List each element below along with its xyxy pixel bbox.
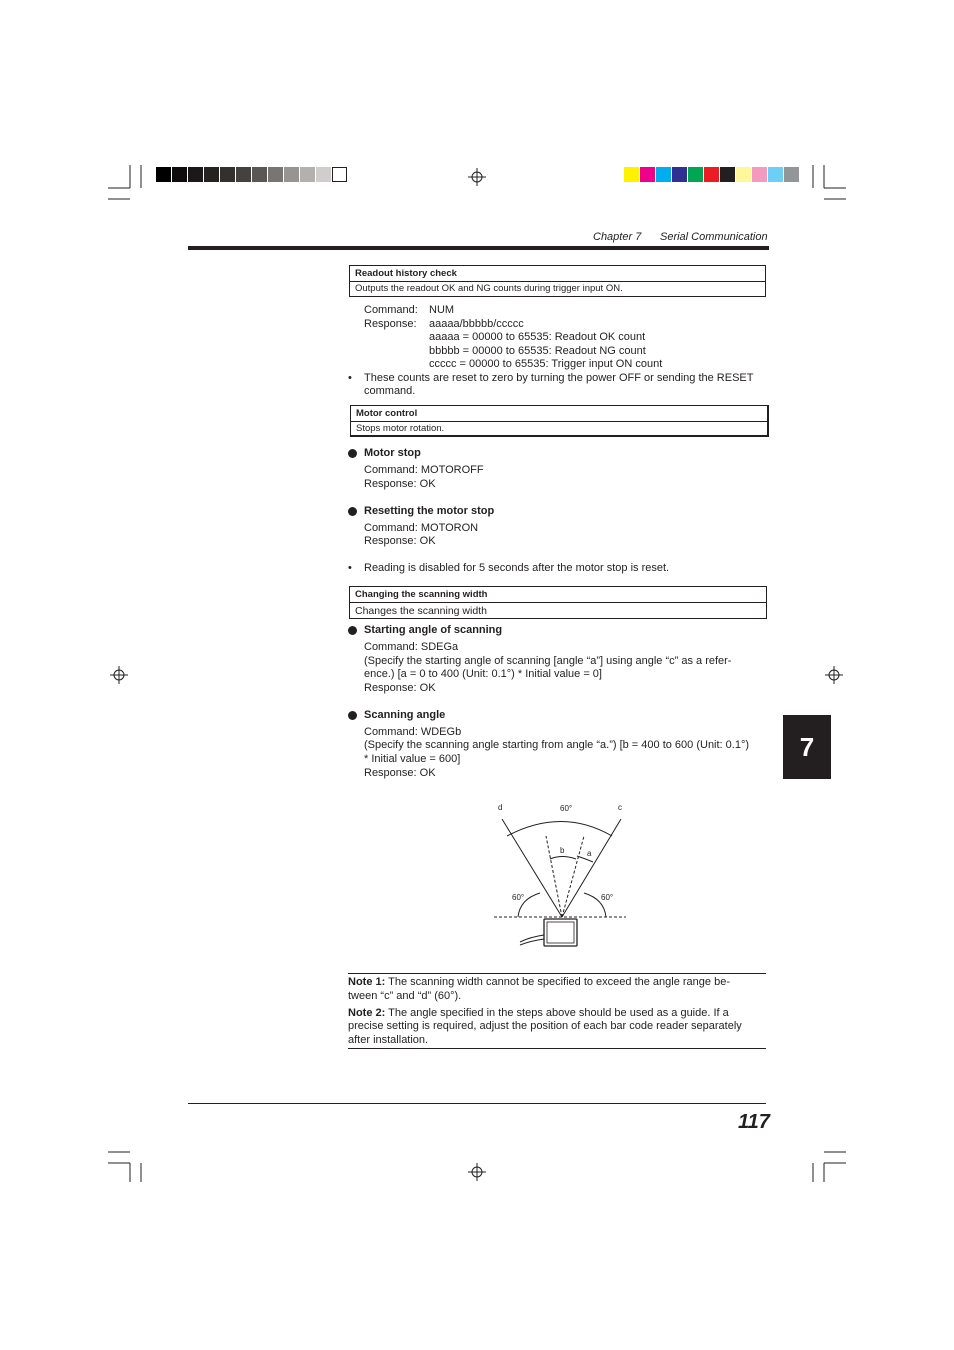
note1-line1: The scanning width cannot be specified to exceed the angle range be- <box>388 976 730 988</box>
arc-60-top <box>507 822 612 837</box>
diagram-label-b: b <box>560 846 565 855</box>
note2-line1: The angle specified in the steps above should be used as a guide. If a <box>388 1007 729 1019</box>
gray-swatch <box>204 167 219 182</box>
notes-bottom-rule <box>348 1048 766 1049</box>
readout-response-value: aaaaa/bbbbb/ccccc <box>429 318 524 330</box>
note2-line2: precise setting is required, adjust the position of each bar code reader separately <box>348 1020 742 1032</box>
color-swatch <box>720 167 735 182</box>
gray-swatch <box>332 167 347 182</box>
readout-box-title: Readout history check <box>350 266 765 282</box>
reader-body <box>544 919 577 946</box>
color-swatch <box>736 167 751 182</box>
gray-swatch <box>268 167 283 182</box>
start-angle-line2: ence.) [a = 0 to 400 (Unit: 0.1°) * Initial value = 0] <box>364 668 602 680</box>
motor-stop-response: Response: OK <box>364 478 436 490</box>
scan-box-desc: Changes the scanning width <box>355 605 487 617</box>
start-angle-line1: (Specify the starting angle of scanning [angle “a”] using angle “c” as a refer- <box>364 655 732 667</box>
scan-angle-line2: * Initial value = 600] <box>364 753 461 765</box>
readout-response-label: Response: <box>364 318 417 330</box>
color-swatch <box>688 167 703 182</box>
scan-box-title: Changing the scanning width <box>350 587 766 603</box>
color-swatch <box>672 167 687 182</box>
gray-swatch <box>188 167 203 182</box>
gray-swatch <box>156 167 171 182</box>
scan-angle-diagram <box>480 795 640 955</box>
arc-b <box>550 857 576 860</box>
motor-box-desc: Stops motor rotation. <box>356 423 445 434</box>
motor-control-box <box>350 405 769 437</box>
motor-reset-command: Command: MOTORON <box>364 522 479 534</box>
diagram-label-d: d <box>498 803 503 812</box>
diagram-label-left-angle: 60° <box>512 893 525 902</box>
readout-note-line2: command. <box>364 385 416 397</box>
readout-box-desc: Outputs the readout OK and NG counts during trigger input ON. <box>355 283 623 294</box>
gray-swatch <box>172 167 187 182</box>
motor-stop-heading: Motor stop <box>364 447 421 459</box>
start-angle-command: Command: SDEGa <box>364 641 459 653</box>
diagram-label-a: a <box>587 849 592 858</box>
note2-label: Note 2: <box>348 1007 386 1019</box>
chapter-tab: 7 <box>783 715 831 779</box>
notes-top-rule <box>348 973 766 974</box>
color-swatch <box>768 167 783 182</box>
motor-box-title: Motor control <box>351 406 767 422</box>
footer-rule <box>188 1103 766 1104</box>
readout-command-label: Command: <box>364 304 418 316</box>
scan-width-box <box>349 586 767 619</box>
gray-swatch <box>220 167 235 182</box>
note2-line3: after installation. <box>348 1034 429 1046</box>
scan-angle-response: Response: OK <box>364 767 436 779</box>
gray-swatch <box>252 167 267 182</box>
diagram-label-top-angle: 60° <box>560 804 573 813</box>
color-swatch <box>640 167 655 182</box>
note1 <box>348 976 730 990</box>
note2 <box>348 1007 729 1021</box>
color-swatch <box>704 167 719 182</box>
gray-swatch <box>300 167 315 182</box>
motor-reset-response: Response: OK <box>364 535 436 547</box>
ray-dashed <box>562 836 584 917</box>
header-chapter: Chapter 7 <box>593 231 642 243</box>
gray-swatch <box>284 167 299 182</box>
bullet-dot <box>348 507 357 516</box>
readout-command-value: NUM <box>429 304 455 316</box>
readout-history-box <box>349 265 766 297</box>
motor-stop-command: Command: MOTOROFF <box>364 464 484 476</box>
readout-line-a: aaaaa = 00000 to 65535: Readout OK count <box>429 331 646 343</box>
header-section-title: Serial Communication <box>660 231 768 243</box>
color-swatch <box>752 167 767 182</box>
gray-swatch <box>236 167 251 182</box>
color-swatch <box>656 167 671 182</box>
motor-note: Reading is disabled for 5 seconds after the motor stop is reset. <box>364 562 670 574</box>
color-swatch <box>624 167 639 182</box>
page-number: 117 <box>738 1111 770 1133</box>
gray-swatch <box>316 167 331 182</box>
start-angle-heading: Starting angle of scanning <box>364 624 503 636</box>
diagram-label-right-angle: 60° <box>601 893 614 902</box>
bullet: • <box>348 372 352 384</box>
bullet-dot <box>348 449 357 458</box>
bullet: • <box>348 562 352 574</box>
readout-note-line1: These counts are reset to zero by turning the power OFF or sending the RESET <box>364 372 754 384</box>
scan-angle-command: Command: WDEGb <box>364 726 462 738</box>
header-rule <box>188 246 769 250</box>
note1-label: Note 1: <box>348 976 386 988</box>
readout-line-b: bbbbb = 00000 to 65535: Readout NG count <box>429 345 646 357</box>
start-angle-response: Response: OK <box>364 682 436 694</box>
diagram-label-c: c <box>618 803 622 812</box>
scan-angle-heading: Scanning angle <box>364 709 446 721</box>
color-swatch <box>784 167 799 182</box>
bullet-dot <box>348 711 357 720</box>
motor-reset-heading: Resetting the motor stop <box>364 505 495 517</box>
reader-window <box>547 922 574 943</box>
readout-line-c: ccccc = 00000 to 65535: Trigger input ON count <box>429 358 663 370</box>
note1-line2: tween “c” and “d” (60°). <box>348 990 462 1002</box>
scan-angle-line1: (Specify the scanning angle starting from angle “a.”) [b = 400 to 600 (Unit: 0.1°) <box>364 739 750 751</box>
bullet-dot <box>348 626 357 635</box>
